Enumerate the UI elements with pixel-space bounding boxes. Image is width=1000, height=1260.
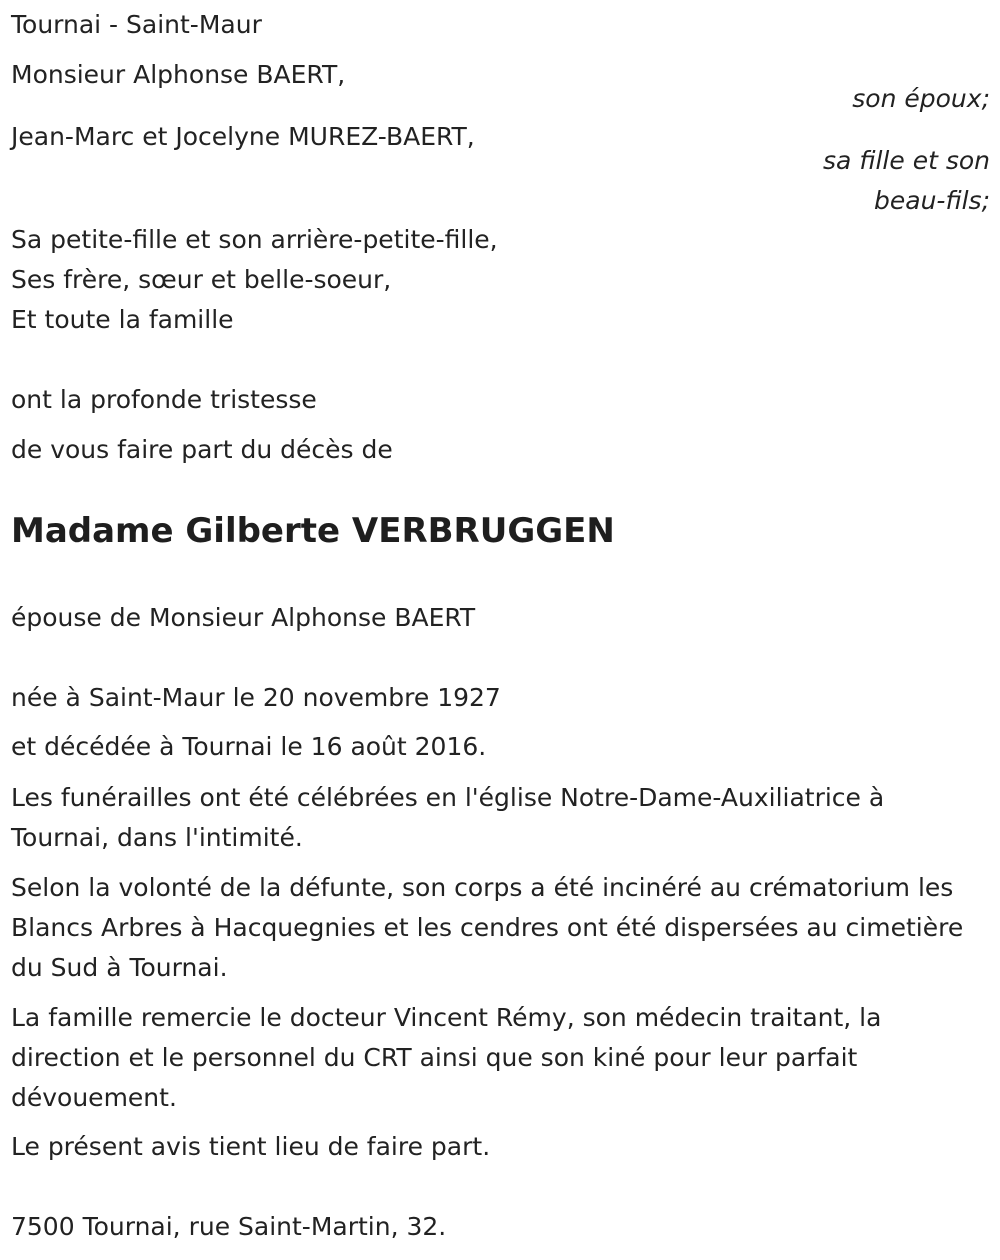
spouse-role: son époux;: [852, 84, 990, 113]
daughter-role-line1: sa fille et son: [823, 146, 990, 175]
announcement-line1: ont la profonde tristesse: [11, 385, 317, 414]
announcement-line2: de vous faire part du décès de: [11, 435, 393, 464]
family-line-siblings: Ses frère, sœur et belle-soeur,: [11, 265, 392, 294]
location-heading: Tournai - Saint-Maur: [11, 10, 262, 39]
family-line-all: Et toute la famille: [11, 305, 234, 334]
spouse-name: Monsieur Alphonse BAERT,: [11, 60, 346, 89]
deceased-name: Madame Gilberte VERBRUGGEN: [11, 511, 615, 551]
thanks-paragraph: La famille remercie le docteur Vincent Rémy, son médecin traitant, la direction et le personnel du CRT ainsi que son kiné pour leur parfait dévouement.: [11, 1003, 882, 1112]
birth-line: née à Saint-Maur le 20 novembre 1927: [11, 683, 501, 712]
death-line: et décédée à Tournai le 16 août 2016.: [11, 732, 487, 761]
notice-paragraph: Le présent avis tient lieu de faire part.: [11, 1132, 491, 1161]
daughter-role-line2: beau-fils;: [874, 186, 990, 215]
family-line-grandchildren: Sa petite-fille et son arrière-petite-fille,: [11, 225, 498, 254]
cremation-paragraph: Selon la volonté de la défunte, son corps a été incinéré au crématorium les Blancs Arbres à Hacquegnies et les cendres ont été dispersées au cimetière du Sud à Tournai.: [11, 873, 964, 982]
spouse-of-line: épouse de Monsieur Alphonse BAERT: [11, 603, 476, 632]
address-line: 7500 Tournai, rue Saint-Martin, 32.: [11, 1212, 447, 1241]
funeral-paragraph: Les funérailles ont été célébrées en l'église Notre-Dame-Auxiliatrice à Tournai, dans l'intimité.: [11, 783, 885, 852]
daughter-names: Jean-Marc et Jocelyne MUREZ-BAERT,: [11, 122, 475, 151]
